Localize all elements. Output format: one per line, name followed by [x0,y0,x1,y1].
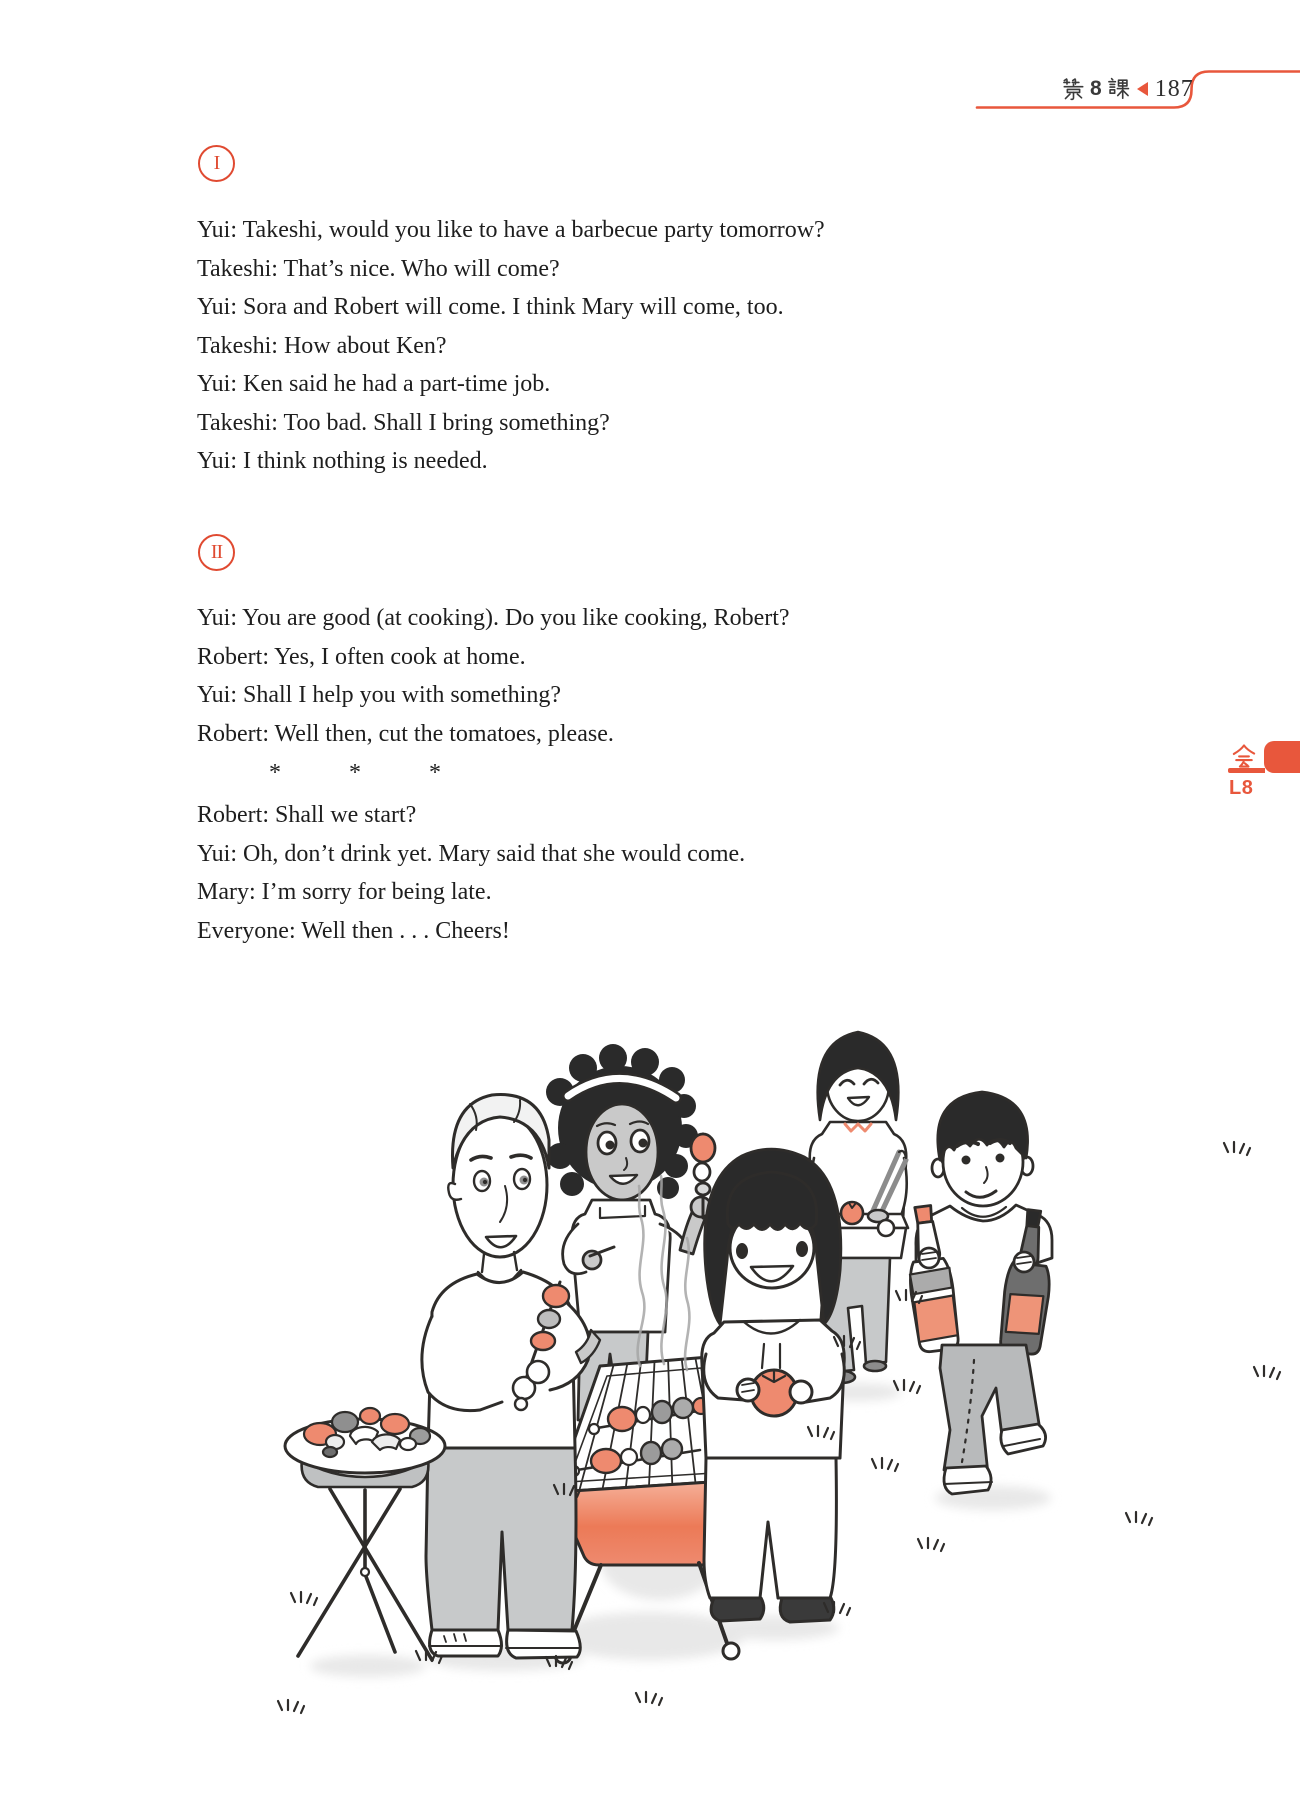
dialogue-line: Yui: I think nothing is needed. [197,448,488,474]
dialogue-line: Yui: Shall I help you with something? [197,682,561,708]
dialogue-line: Mary: I’m sorry for being late. [197,879,492,905]
dialogue-line: Yui: You are good (at cooking). Do you like cooking, Robert? [197,605,790,631]
dialogue-line: Yui: Sora and Robert will come. I think Mary will come, too. [197,294,784,320]
numeral-2-label: II [210,541,223,563]
asterisk: * [269,759,281,786]
dialogue-line: Robert: Shall we start? [197,802,417,828]
dialogue-line: Yui: Ken said he had a part-time job. [197,371,551,397]
dialogue-line: Yui: Oh, don’t drink yet. Mary said that she would come. [197,840,746,867]
asterisk: * [429,759,441,786]
takeshi-figure [901,1092,1059,1494]
food-platter-tripod [285,1408,445,1660]
dialogue-line: Takeshi: How about Ken? [197,332,447,359]
dialogue-line: Robert: Yes, I often cook at home. [197,643,526,670]
numeral-1-label: I [213,152,220,174]
dialogue-line: Robert: Well then, cut the tomatoes, please. [197,720,614,747]
dialogue-line: Everyone: Well then . . . Cheers! [197,917,510,944]
dialogue-line: Takeshi: That’s nice. Who will come? [197,255,560,282]
chapter-number: 8 [1090,77,1102,100]
dialogue-line: Takeshi: Too bad. Shall I bring something? [197,409,610,436]
asterisk: * [349,759,361,786]
dialogue-line: Yui: Takeshi, would you like to have a barbecue party tomorrow? [197,217,825,243]
yui-figure [702,1149,845,1622]
lesson-label: L8 [1229,777,1254,799]
page-number: 187 [1154,75,1194,102]
